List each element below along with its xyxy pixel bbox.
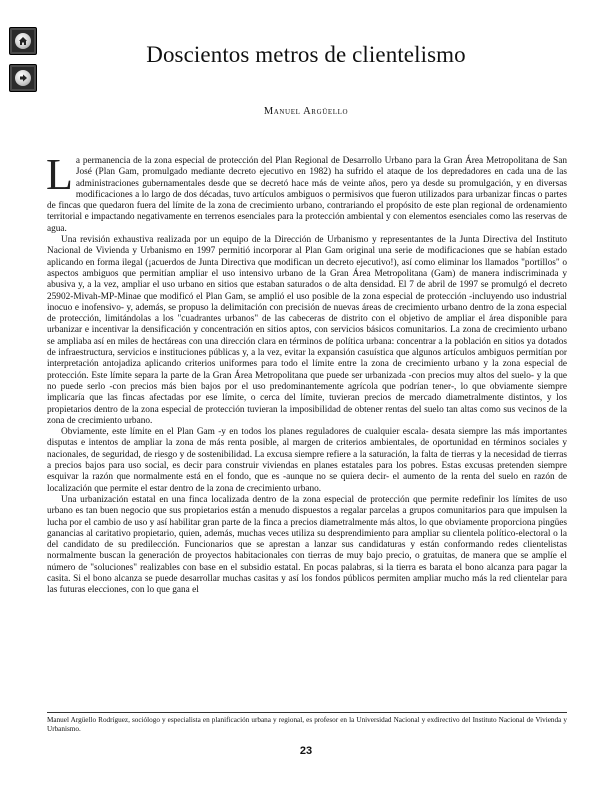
author-footnote: Manuel Argüello Rodríguez, sociólogo y especialista en planificación urbana y regional, es profesor en la Universidad Nacional y exdirectivo del Instituto Nacional de Vivienda y Urbanismo. xyxy=(47,716,567,733)
drop-cap: L xyxy=(46,150,73,199)
next-page-icon xyxy=(15,70,31,86)
article-body xyxy=(46,150,567,597)
paragraph-3: Obviamente, este límite en el Plan Gam -y en todos los planes reguladores de cualquier escala- desata siempre las más importantes disputas e intentos de ampliar la zona de más renta posible, al margen de criterios ambientales, de oportunidad en términos sociales y nacionales, de seguridad, de riesgo y de sostenibilidad. La excusa siempre refiere a la saturación, la falta de tierras y la necesidad de tierras a precios bajos para uso social, es decir para construir viviendas en planes estatales para los pobres. Estas excusas pretenden siempre esquivar la razón que normalmente está en el fondo, que es -aunque no se quiera decir- el aumento de la renta del suelo en razón de localización que permite el estar dentro de la zona de crecimiento urbano. xyxy=(47,427,567,494)
paragraph-1 xyxy=(46,150,567,235)
next-page-button[interactable] xyxy=(9,64,37,92)
article-title: Doscientos metros de clientelismo xyxy=(146,42,466,67)
paragraph-2: Una revisión exhaustiva realizada por un equipo de la Dirección de Urbanismo y representantes de la Junta Directiva del Instituto Nacional de Vivienda y Urbanismo en 1997 permitió incorporar al Plan Gam original una serie de modificaciones que se habían estado aplicando en forma ilegal (¡acuerdos de Junta Directiva que modifican un decreto ejecutivo!), así como eliminar los llamados "portillos" o aspectos ambiguos que permitían ampliar el uso intensivo urbano de la Gran Área Metropolitana (Gam) de manera indiscriminada y abusiva y, a la vez, ampliar el uso urbano en sitios que estaban saturados o de alta densidad. El 7 de abril de 1997 se promulgó el decreto 25902-Mivah-MP-Minae que modificó el Plan Gam, se amplió el uso posible de la zona especial de protección -incluyendo uso industrial inocuo e inofensivo- y, además, se propuso la delimitación con precisión de nuevas áreas de crecimiento urbano dentro de la zona especial de protección, limitándolas a los "cuadrantes urbanos" de las cabeceras de distrito con el objetivo de ampliar el área disponible para urbanizar e incentivar la densificación y concentración en sitios aptos, con servicios básicos comunitarios. La zona de crecimiento urbano se ampliaba así en miles de hectáreas con una dirección clara en términos de política urbana: concentrar a la población en sitios ya dotados de infraestructura, servicios e instituciones públicas y, a la vez, evitar la expansión casuística que algunos artículos ambiguos permitían por interpretación antojadiza aplicando criterios uniformes para todo el límite entre la zona de crecimiento urbano y la zona especial de protección. Este límite separa la parte de la Gran Área Metropolitana que puede ser urbanizada -con precios muy altos del suelo- y la que no puede serlo -con precios más bien bajos por el uso predominantemente agrícola que podrían tener-, lo que obviamente siempre implicaría que las fincas afectadas por ese límite, o cerca del límite, tuvieran precios de mercado diametralmente distintos, y los propietarios dentro de la zona especial de protección tuvieran la imposibilidad de obtener rentas del suelo tan altas como sus vecinos de la zona de crecimiento urbano. xyxy=(47,235,567,426)
footnote-divider xyxy=(47,712,567,713)
article-author: Manuel Argüello xyxy=(263,106,349,117)
page-number: 23 xyxy=(299,745,313,757)
paragraph-1-text: a permanencia de la zona especial de protección del Plan Regional de Desarrollo Urbano para la Gran Área Metropolitana de San José (Plan Gam, promulgado mediante decreto ejecutivo en 1982) ha sufrido el ataque de los depredadores en cada una de las administraciones gubernamentales desde que se decretó hace más de veinte años, pero ya desde su promulgación, y en diversas modificaciones a lo largo de dos décadas, tuvo artículos ambiguos o permisivos que fueron utilizados para urbanizar fincas o partes de fincas que quedaron fuera del límite de la zona de crecimiento urbano, contrariando el propósito de este plan regional de ordenamiento territorial e impactando negativamente en terrenos esenciales para la protección ambiental y con elementos esenciales como las reservas de agua. xyxy=(47,156,567,234)
paragraph-4: Una urbanización estatal en una finca localizada dentro de la zona especial de protección que permite redefinir los límites de uso urbano es tan buen negocio que sus propietarios están a menudo dispuestos a regalar parcelas a grupos comunitarios para que impulsen la lucha por el cambio de uso y así habilitar gran parte de la finca a precios diametralmente más altos, lo que obviamente proporciona pingües ganancias al caritativo propietario, quien, además, muchas veces utiliza su desprendimiento para ampliar su clientela político-electoral o la del candidato de su predilección. Funcionarios que se aprestan a lanzar sus candidaturas y están conformando redes clientelistas normalmente buscan la generación de proyectos habitacionales con tierras de muy bajo precio, o gratuitas, de manera que se amplíe el número de "soluciones" realizables con base en el subsidio estatal. En pocas palabras, si la tierra es barata el bono alcanza para pagar la casita. Si el bono alcanza se puede desarrollar muchas casitas y así los fondos públicos permiten ampliar mucho más la red clientelar para las futuras elecciones, con lo que gana el xyxy=(47,494,567,596)
